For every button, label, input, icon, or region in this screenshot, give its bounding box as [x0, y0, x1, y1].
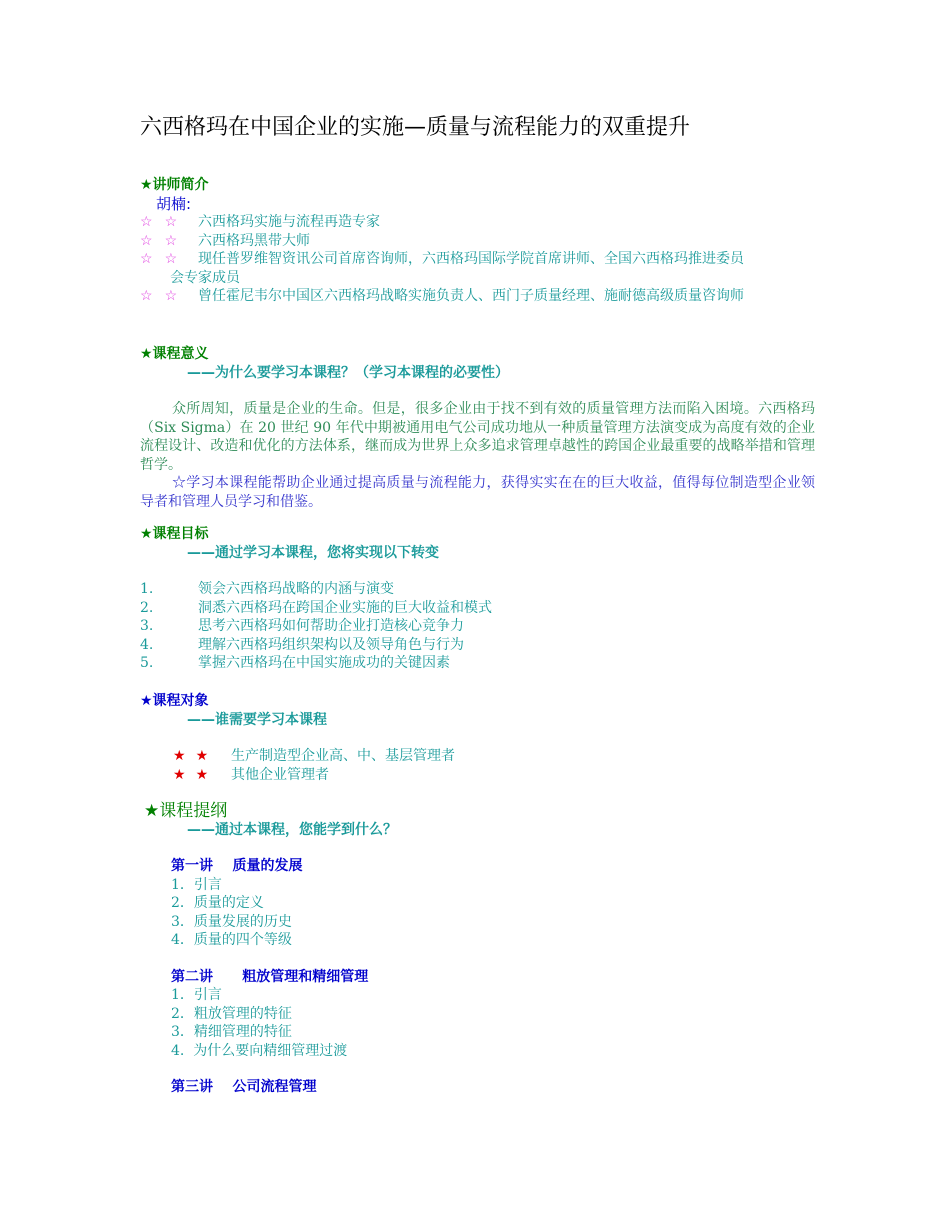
list-item: 2．粗放管理的特征	[171, 1005, 292, 1022]
document-title: 六西格玛在中国企业的实施—质量与流程能力的双重提升	[140, 115, 691, 140]
significance-paragraph: ☆学习本课程能帮助企业通过提高质量与流程能力，获得实实在在的巨大收益，值得每位制造型企业领导者和管理人员学习和借鉴。	[140, 475, 815, 510]
outline-subtitle: ——通过本课程，您能学到什么？	[187, 821, 397, 838]
lecture-title: 第三讲 公司流程管理	[171, 1079, 317, 1095]
lecture-block	[140, 857, 815, 950]
goals-section	[140, 525, 815, 673]
audience-heading: ★课程对象	[140, 693, 209, 709]
star-outline-icon: ☆ ☆	[140, 251, 180, 267]
list-item: 1. 领会六西格玛战略的内涵与演变	[140, 581, 394, 597]
instructor-item-continued: 会专家成员	[170, 269, 240, 286]
lecture-title: 第一讲 质量的发展	[171, 858, 303, 874]
list-item: 4. 为什么要向精细管理过渡	[171, 1042, 348, 1059]
instructor-section	[140, 176, 815, 306]
significance-heading: ★课程意义	[140, 346, 209, 362]
star-filled-icon: ★ ★	[173, 748, 209, 764]
lecture-block	[140, 968, 815, 1061]
list-item: 4．质量的四个等级	[171, 932, 292, 948]
significance-section	[140, 345, 815, 511]
list-item: ★ ★ 其他企业管理者	[173, 766, 329, 783]
instructor-heading: ★讲师简介	[140, 177, 209, 193]
instructor-name: 胡楠:	[156, 194, 192, 213]
list-item: 1．引言	[171, 876, 222, 893]
goals-subtitle: ——通过学习本课程，您将实现以下转变	[187, 544, 439, 561]
significance-subtitle: ——为什么要学习本课程？（学习本课程的必要性）	[187, 364, 509, 381]
list-item: 5. 掌握六西格玛在中国实施成功的关键因素	[140, 655, 450, 671]
list-item: 3. 思考六西格玛如何帮助企业打造核心竞争力	[140, 618, 464, 634]
outline-section	[140, 802, 815, 1097]
list-item: 2．质量的定义	[171, 895, 264, 911]
outline-heading: ★课程提纲	[144, 801, 228, 821]
instructor-item: ☆ ☆ 六西格玛黑带大师	[140, 232, 310, 249]
instructor-item: ☆ ☆ 六西格玛实施与流程再造专家	[140, 214, 380, 230]
list-item: 4. 理解六西格玛组织架构以及领导角色与行为	[140, 636, 464, 653]
lecture-title: 第二讲 粗放管理和精细管理	[171, 968, 369, 985]
star-outline-icon: ☆ ☆	[140, 288, 180, 304]
star-filled-icon: ★ ★	[173, 766, 209, 783]
list-item: 3．质量发展的历史	[171, 913, 292, 930]
list-item: 2. 洞悉六西格玛在跨国企业实施的巨大收益和模式	[140, 599, 492, 616]
star-outline-icon: ☆ ☆	[140, 214, 180, 230]
instructor-item: ☆ ☆ 曾任霍尼韦尔中国区六西格玛战略实施负责人、西门子质量经理、施耐德高级质量咨询师	[140, 288, 744, 304]
audience-section	[140, 692, 815, 784]
instructor-item: ☆ ☆ 现任普罗维智资讯公司首席咨询师，六西格玛国际学院首席讲师、全国六西格玛推进委员	[140, 251, 744, 267]
significance-paragraph: 众所周知，质量是企业的生命。但是，很多企业由于找不到有效的质量管理方法而陷入困境。六西格玛（Six Sigma）在 20 世纪 90 年代中期被通用电气公司成功地从一种质量管理方法演变成为高度有效的企业流程设计、改造和优化的方法体系，继而成为世界上众多追求管理卓越性的跨国企业最重要的战略举措和管理哲学。	[140, 401, 815, 473]
list-item: ★ ★ 生产制造型企业高、中、基层管理者	[173, 748, 455, 764]
star-outline-icon: ☆ ☆	[140, 232, 180, 249]
audience-subtitle: ——谁需要学习本课程	[187, 711, 327, 728]
lecture-block	[140, 1078, 815, 1097]
list-item: 1．引言	[171, 987, 222, 1003]
list-item: 3．精细管理的特征	[171, 1024, 292, 1040]
goals-heading: ★课程目标	[140, 526, 209, 542]
